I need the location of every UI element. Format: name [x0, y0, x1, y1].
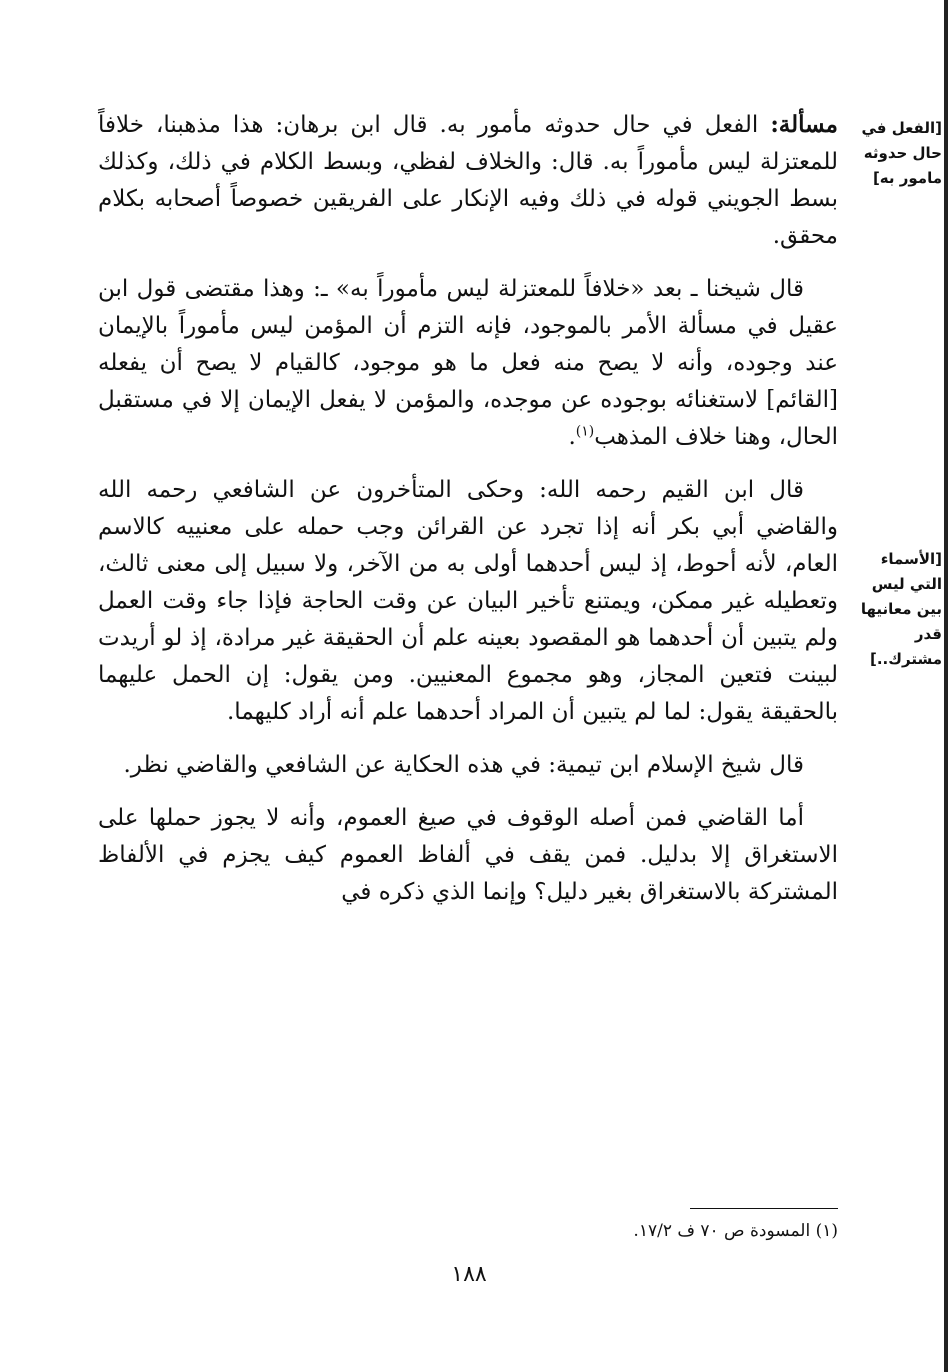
main-text	[98, 106, 838, 927]
margin-note-shared-meaning-names: [الأسماء التي ليس بين معانيها قدر مشترك..]	[860, 550, 942, 668]
paragraph-2-text: قال شيخنا ـ بعد «خلافاً للمعتزلة ليس مأموراً به» ـ: وهذا مقتضى قول ابن عقيل في مسألة الأمر بالموجود، فإنه التزم أن المؤمن ليس مأموراً بالإيمان عند وجوده، وأنه لا يصح منه فعل ما هو موجود، كالقيام لا يصح أن يفعله [القائم] لاستغنائه بوجوده عن موجده، والمؤمن لا يفعل الإيمان إلا في مستقبل الحال، وهنا خلاف المذهب	[98, 276, 838, 450]
paragraph-1-text: الفعل في حال حدوثه مأمور به. قال ابن برهان: هذا مذهبنا، خلافاً للمعتزلة ليس مأموراً به. قال: والخلاف لفظي، وبسط الكلام في ذلك، وكذلك بسط الجويني قوله في ذلك وفيه الإنكار على الفريقين خصوصاً أصحابه بكلام محقق.	[98, 112, 838, 249]
footnote-marker[interactable]: (١)	[575, 423, 595, 440]
paragraph-1	[98, 106, 838, 255]
paragraph-2-end: .	[568, 424, 576, 450]
footnote: (١) المسودة ص ٧٠ ف ١٧/٢.	[633, 1221, 838, 1241]
paragraph-5: أما القاضي فمن أصله الوقوف في صيغ العموم، وأنه لا يجوز حملها على الاستغراق إلا بدليل. فمن يقف في ألفاظ العموم كيف يجزم في الألفاظ المشتركة بالاستغراق بغير دليل؟ وإنما الذي ذكره في	[98, 805, 838, 905]
issue-keyword: مسألة:	[770, 111, 838, 138]
paragraph-4: قال شيخ الإسلام ابن تيمية: في هذه الحكاية عن الشافعي والقاضي نظر.	[123, 752, 804, 778]
paragraph-2	[98, 271, 838, 456]
margin-note-action-at-occurrence: [الفعل في حال حدوثه مامور به]	[861, 119, 942, 187]
page-number: ١٨٨	[451, 1262, 487, 1287]
footnote-divider	[690, 1208, 838, 1209]
paragraph-3: قال ابن القيم رحمه الله: وحكى المتأخرون عن الشافعي رحمه الله والقاضي أبي بكر أنه إذا تجرد عن القرائن وجب حمله على معنييه كالاسم العام، لأنه أحوط، إذ ليس أحدهما أولى به من الآخر، ولا سبيل إلى معنى ثالث، وتعطيله غير ممكن، ويمتنع تأخير البيان عن وقت الحاجة فإذا جاء وقت العمل ولم يتبين أن أحدهما هو المقصود بعينه علم أن الحقيقة غير مرادة، إذ لو أريدت لبينت فتعين المجاز، وهو مجموع المعنيين. ومن يقول: إن الحمل عليهما بالحقيقة يقول: لما لم يتبين أن المراد أحدهما علم أنه أراد كليهما.	[98, 477, 838, 725]
page-edge	[944, 0, 948, 1372]
